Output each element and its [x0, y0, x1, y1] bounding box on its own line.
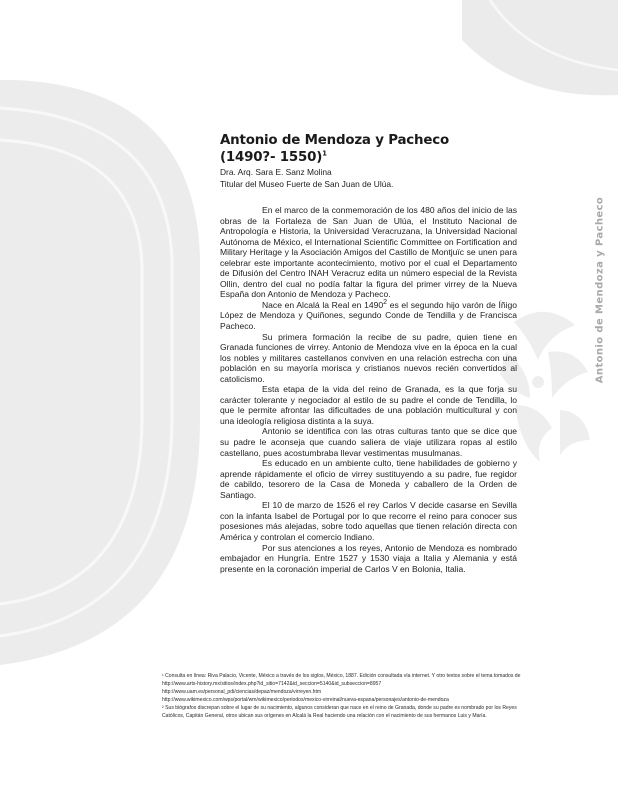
paragraph-text: es el segundo hijo varón de Íñigo López de Mendoza y Quiñones, segundo Conde de Tendilla y de Francisca Pacheco. [220, 299, 518, 332]
paragraph: Esta etapa de la vida del reino de Granada, es la que forja su carácter tolerante y negociador al estilo de su padre el conde de Tendilla, lo que le permite afrontar las dificultades de una población multicultural y con una ideología religiosa distinta a la suya. [220, 384, 517, 426]
paragraph: Es educado en un ambiente culto, tiene habilidades de gobierno y aprende rápidamente el oficio de virrey sustituyendo a su padre, fue regidor de cabildo, tesorero de la Casa de Moneda y caballero de la Orden de Santiago. [220, 458, 517, 500]
title-line-2 [220, 149, 517, 166]
footnote-ref-1[interactable]: 1 [322, 149, 327, 158]
footnote-2: ² Sus biógrafos discrepan sobre el lugar de su nacimiento, algunos consideran que nace en el reino de Granada, donde su padre es nombrado por los Reyes Católicos, Capitán General, otros ubican sus orígenes en Alcalá la Real haciendo una relación con el nacimiento de sus hermanos Luis y María. [162, 704, 517, 719]
paragraph: Antonio se identifica con las otras culturas tanto que se dice que su padre le aconseja que cuando saliera de viaje utilizara ropas al estilo castellano, pues acostumbraba llevar vestimentas musulmanas. [220, 426, 517, 458]
footnote-link[interactable]: http://www.wikimexico.com/wps/portal/wm/wikimexico/periodos/mexico-virreinal/nueva-espana/personajes/antonio-de-mendoza [162, 696, 449, 703]
left-decorative-shape [0, 80, 200, 665]
footnote-link[interactable]: http://www.arts-history.mx/sitios/index.php?id_sitio=7142&id_seccion=5140&id_subseccion=8957 [162, 680, 382, 687]
article-title [220, 132, 517, 166]
footnote-ref-2[interactable]: 2 [383, 299, 388, 307]
footnotes [162, 673, 522, 720]
title-dates: (1490?- 1550) [220, 150, 323, 165]
title-line-1: Antonio de Mendoza y Pacheco [220, 133, 449, 148]
author-name: Dra. Arq. Sara E. Sanz Molina [220, 167, 332, 177]
paragraph-text: Nace en Alcalá la Real en 1490 [262, 299, 384, 310]
running-head: Antonio de Mendoza y Pacheco [594, 196, 606, 384]
footnote-link[interactable]: http://www.uam.es/personal_pdi/ciencias/depaz/mendoza/virreyen.htm [162, 688, 322, 695]
paragraph: En el marco de la conmemoración de los 480 años del inicio de las obras de la Fortaleza de San Juan de Ulúa, el Instituto Nacional de Antropología e Historia, la Universidad Veracruzana, la Universidad Nacional Autónoma de México, el International Scientific Committee on Fortification and Military Heritage y la Asociación Amigos del Castillo de Montjuïc se unen para celebrar este importante acontecimiento, motivo por el cual el Departamento de Difusión del Centro INAH Veracruz edita un número especial de la Revista Ollin, dentro del cual no podía faltar la figura del primer virrey de la Nueva España don Antonio de Mendoza y Pacheco. [220, 205, 517, 300]
article-content [220, 132, 517, 574]
paragraph: El 10 de marzo de 1526 el rey Carlos V decide casarse en Sevilla con la infanta Isabel de Portugal por lo que recorre el reino para conocer sus posesiones más alejadas, sobre todo aquellas que tienen relación directa con América y controlan el comercio Indiano. [220, 500, 517, 542]
author-role: Titular del Museo Fuerte de San Juan de Ulúa. [220, 179, 394, 189]
paragraph-birth [220, 300, 517, 332]
paragraph: Por sus atenciones a los reyes, Antonio de Mendoza es nombrado embajador en Hungría. Entre 1527 y 1530 viaja a Italia y Alemania y está presente en la coronación imperial de Carlos V en Bolonia, Italia. [220, 542, 517, 574]
body-text [220, 205, 517, 574]
footnote-1: ¹ Consulta en línea: Riva Palacio, Vicente, México a través de los siglos, México, 1887. Edición consultada vía internet. Y otro textos sobre el tema tomados de [162, 673, 521, 679]
paragraph: Su primera formación la recibe de su padre, quien tiene en Granada funciones de virrey. Antonio de Mendoza vive en la época en la cual los nobles y militares castellanos conviven en una relación estrecha con una población en su mayoría morisca y cristianos nuevos recién convertidos al catolicismo. [220, 331, 517, 384]
